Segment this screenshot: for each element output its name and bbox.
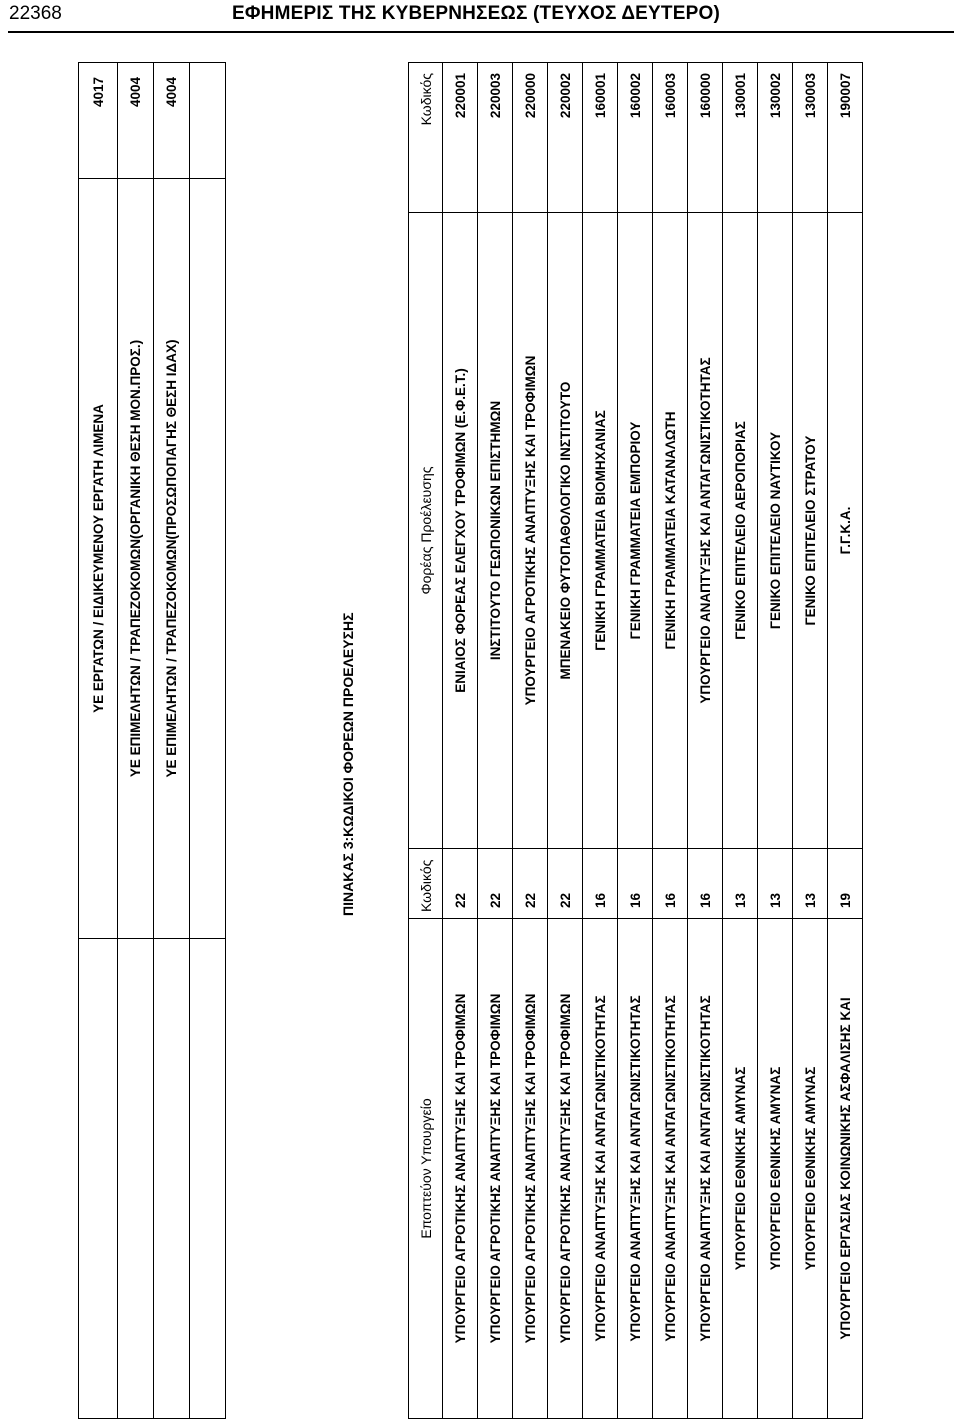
table-cell-empty: [154, 939, 190, 1419]
agency-code-cell: 220003: [478, 63, 513, 213]
table-row: [513, 63, 548, 1419]
table-row: [548, 63, 583, 1419]
header-agency-code: Κωδικός: [409, 63, 443, 213]
agency-cell: ΓΕΝΙΚΗ ΓΡΑΜΜΑΤΕΙΑ ΒΙΟΜΗΧΑΝΙΑΣ: [583, 213, 618, 849]
agency-cell: ΥΠΟΥΡΓΕΙΟ ΑΝΑΠΤΥΞΗΣ ΚΑΙ ΑΝΤΑΓΩΝΙΣΤΙΚΟΤΗΤΑΣ: [688, 213, 723, 849]
code-cell: 22: [513, 849, 548, 919]
ministry-cell: ΥΠΟΥΡΓΕΙΟ ΑΓΡΟΤΙΚΗΣ ΑΝΑΠΤΥΞΗΣ ΚΑΙ ΤΡΟΦΙΜΩΝ: [443, 919, 478, 1419]
table-row: [79, 63, 118, 1419]
specialty-table: [78, 62, 226, 1419]
code-cell: 16: [583, 849, 618, 919]
code-cell: 13: [758, 849, 793, 919]
ministry-cell: ΥΠΟΥΡΓΕΙΟ ΕΘΝΙΚΗΣ ΑΜΥΝΑΣ: [723, 919, 758, 1419]
code-cell: 13: [793, 849, 828, 919]
table-row: [618, 63, 653, 1419]
page-number: 22368: [9, 3, 62, 24]
agency-code-cell: 160000: [688, 63, 723, 213]
table-row: [758, 63, 793, 1419]
agency-cell: ΓΕΝΙΚΗ ΓΡΑΜΜΑΤΕΙΑ ΕΜΠΟΡΙΟΥ: [618, 213, 653, 849]
agency-cell: ΓΕΝΙΚΟ ΕΠΙΤΕΛΕΙΟ ΣΤΡΑΤΟΥ: [793, 213, 828, 849]
agency-code-cell: 190007: [828, 63, 863, 213]
gazette-title: ΕΦΗΜΕΡΙΣ ΤΗΣ ΚΥΒΕΡΝΗΣΕΩΣ (ΤΕΥΧΟΣ ΔΕΥΤΕΡΟ): [232, 3, 720, 24]
agency-cell: Γ.Γ.Κ.Α.: [828, 213, 863, 849]
header-ministry: Εποπτεύον Υπουργείο: [409, 919, 443, 1419]
specialty-cell: ΥΕ ΕΠΙΜΕΛΗΤΩΝ / ΤΡΑΠΕΖΟΚΟΜΩΝ(ΠΡΟΣΩΠΟΠΑΓΗΣ ΘΕΣΗ ΙΔΑΧ): [154, 179, 190, 939]
agency-cell: ΥΠΟΥΡΓΕΙΟ ΑΓΡΟΤΙΚΗΣ ΑΝΑΠΤΥΞΗΣ ΚΑΙ ΤΡΟΦΙΜΩΝ: [513, 213, 548, 849]
header-agency: Φορέας Προέλευσης: [409, 213, 443, 849]
agency-cell: ΓΕΝΙΚΗ ΓΡΑΜΜΑΤΕΙΑ ΚΑΤΑΝΑΛΩΤΗ: [653, 213, 688, 849]
agency-code-cell: 130001: [723, 63, 758, 213]
ministry-cell: ΥΠΟΥΡΓΕΙΟ ΑΓΡΟΤΙΚΗΣ ΑΝΑΠΤΥΞΗΣ ΚΑΙ ΤΡΟΦΙΜΩΝ: [478, 919, 513, 1419]
ministry-cell: ΥΠΟΥΡΓΕΙΟ ΑΝΑΠΤΥΞΗΣ ΚΑΙ ΑΝΤΑΓΩΝΙΣΤΙΚΟΤΗΤΑΣ: [653, 919, 688, 1419]
table-row: [118, 63, 154, 1419]
agency-code-cell: 220002: [548, 63, 583, 213]
code-cell: 16: [653, 849, 688, 919]
ministry-cell: ΥΠΟΥΡΓΕΙΟ ΑΓΡΟΤΙΚΗΣ ΑΝΑΠΤΥΞΗΣ ΚΑΙ ΤΡΟΦΙΜΩΝ: [548, 919, 583, 1419]
table-row: [828, 63, 863, 1419]
table-row: [443, 63, 478, 1419]
table-cell-empty: [79, 939, 118, 1419]
agency-code-cell: 160001: [583, 63, 618, 213]
agency-code-cell: 160003: [653, 63, 688, 213]
number-cell: 4004: [154, 63, 190, 179]
table-row: [793, 63, 828, 1419]
ministry-cell: ΥΠΟΥΡΓΕΙΟ ΑΝΑΠΤΥΞΗΣ ΚΑΙ ΑΝΤΑΓΩΝΙΣΤΙΚΟΤΗΤΑΣ: [688, 919, 723, 1419]
code-cell: 19: [828, 849, 863, 919]
specialty-cell: [190, 179, 226, 939]
table-row: [688, 63, 723, 1419]
specialty-cell: ΥΕ ΕΠΙΜΕΛΗΤΩΝ / ΤΡΑΠΕΖΟΚΟΜΩΝ(ΟΡΓΑΝΙΚΗ ΘΕΣΗ ΜΟΝ.ΠΡΟΣ.): [118, 179, 154, 939]
header-rule: [8, 31, 954, 33]
agencies-table: [408, 62, 863, 1419]
ministry-cell: ΥΠΟΥΡΓΕΙΟ ΕΡΓΑΣΙΑΣ ΚΟΙΝΩΝΙΚΗΣ ΑΣΦΑΛΙΣΗΣ ΚΑΙ: [828, 919, 863, 1419]
number-cell: [190, 63, 226, 179]
table-header-row: [409, 63, 443, 1419]
page-header: [0, 0, 960, 34]
code-cell: 22: [478, 849, 513, 919]
number-cell: 4004: [118, 63, 154, 179]
table-row: [190, 63, 226, 1419]
agency-code-cell: 220001: [443, 63, 478, 213]
ministry-cell: ΥΠΟΥΡΓΕΙΟ ΕΘΝΙΚΗΣ ΑΜΥΝΑΣ: [758, 919, 793, 1419]
ministry-cell: ΥΠΟΥΡΓΕΙΟ ΑΝΑΠΤΥΞΗΣ ΚΑΙ ΑΝΤΑΓΩΝΙΣΤΙΚΟΤΗΤΑΣ: [618, 919, 653, 1419]
table-row: [653, 63, 688, 1419]
table-cell-empty: [190, 939, 226, 1419]
agency-cell: ΜΠΕΝΑΚΕΙΟ ΦΥΤΟΠΑΘΟΛΟΓΙΚΟ ΙΝΣΤΙΤΟΥΤΟ: [548, 213, 583, 849]
agency-cell: ΕΝΙΑΙΟΣ ΦΟΡΕΑΣ ΕΛΕΓΧΟΥ ΤΡΟΦΙΜΩΝ (Ε.Φ.Ε.Τ.): [443, 213, 478, 849]
ministry-cell: ΥΠΟΥΡΓΕΙΟ ΑΓΡΟΤΙΚΗΣ ΑΝΑΠΤΥΞΗΣ ΚΑΙ ΤΡΟΦΙΜΩΝ: [513, 919, 548, 1419]
header-code: Κωδικός: [409, 849, 443, 919]
agency-code-cell: 130003: [793, 63, 828, 213]
table-row: [723, 63, 758, 1419]
code-cell: 22: [443, 849, 478, 919]
number-cell: 4017: [79, 63, 118, 179]
code-cell: 13: [723, 849, 758, 919]
code-cell: 16: [688, 849, 723, 919]
agency-code-cell: 130002: [758, 63, 793, 213]
table-row: [478, 63, 513, 1419]
agency-cell: ΓΕΝΙΚΟ ΕΠΙΤΕΛΕΙΟ ΑΕΡΟΠΟΡΙΑΣ: [723, 213, 758, 849]
agency-cell: ΙΝΣΤΙΤΟΥΤΟ ΓΕΩΠΟΝΙΚΩΝ ΕΠΙΣΤΗΜΩΝ: [478, 213, 513, 849]
agency-cell: ΓΕΝΙΚΟ ΕΠΙΤΕΛΕΙΟ ΝΑΥΤΙΚΟΥ: [758, 213, 793, 849]
table-row: [154, 63, 190, 1419]
code-cell: 16: [618, 849, 653, 919]
table-row: [583, 63, 618, 1419]
agency-code-cell: 160002: [618, 63, 653, 213]
specialty-cell: ΥΕ ΕΡΓΑΤΩΝ / ΕΙΔΙΚΕΥΜΕΝΟΥ ΕΡΓΑΤΗ ΛΙΜΕΝΑ: [79, 179, 118, 939]
ministry-cell: ΥΠΟΥΡΓΕΙΟ ΑΝΑΠΤΥΞΗΣ ΚΑΙ ΑΝΤΑΓΩΝΙΣΤΙΚΟΤΗΤΑΣ: [583, 919, 618, 1419]
table-caption: ΠΙΝΑΚΑΣ 3:ΚΩΔΙΚΟΙ ΦΟΡΕΩΝ ΠΡΟΕΛΕΥΣΗΣ: [340, 612, 356, 916]
ministry-cell: ΥΠΟΥΡΓΕΙΟ ΕΘΝΙΚΗΣ ΑΜΥΝΑΣ: [793, 919, 828, 1419]
table-cell-empty: [118, 939, 154, 1419]
code-cell: 22: [548, 849, 583, 919]
agency-code-cell: 220000: [513, 63, 548, 213]
